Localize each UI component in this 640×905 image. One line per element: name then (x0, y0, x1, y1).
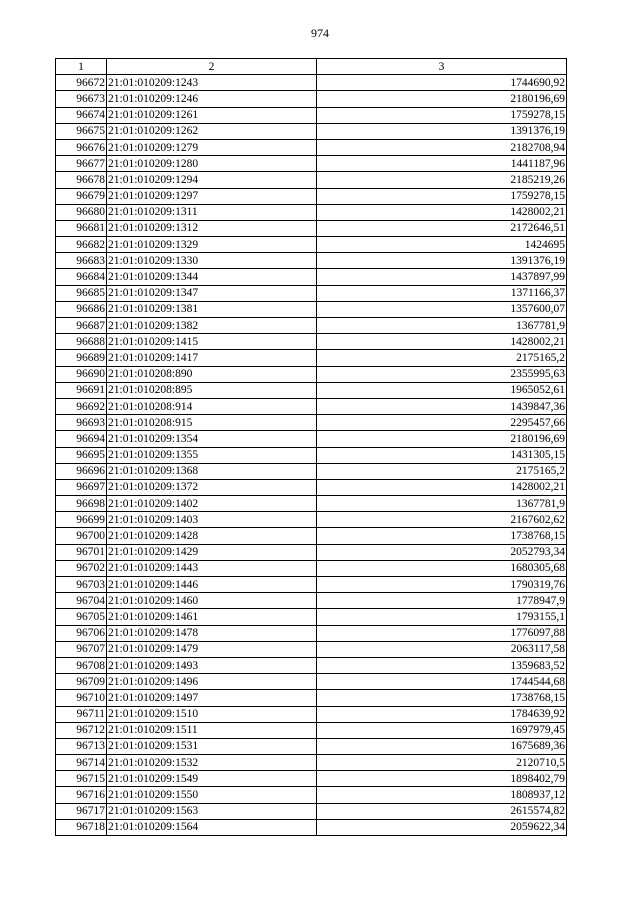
table-row (56, 188, 567, 204)
value-cell: 2167602,62 (317, 512, 567, 528)
row-number-cell: 96683 (56, 253, 107, 269)
cadastral-number-cell: 21:01:010209:1402 (107, 496, 317, 512)
cadastral-number-cell: 21:01:010209:1330 (107, 253, 317, 269)
cadastral-number-cell: 21:01:010208:890 (107, 366, 317, 382)
cadastral-value-table (55, 58, 567, 836)
table-row (56, 91, 567, 107)
cadastral-number-cell: 21:01:010209:1478 (107, 625, 317, 641)
value-cell: 2063117,58 (317, 641, 567, 657)
cadastral-number-cell: 21:01:010209:1403 (107, 512, 317, 528)
row-number-cell: 96692 (56, 398, 107, 414)
row-number-cell: 96690 (56, 366, 107, 382)
row-number-cell: 96678 (56, 172, 107, 188)
value-cell: 2185219,26 (317, 172, 567, 188)
cadastral-number-cell: 21:01:010209:1446 (107, 577, 317, 593)
value-cell: 1790319,76 (317, 577, 567, 593)
table-row (56, 366, 567, 382)
table-row (56, 415, 567, 431)
table-row (56, 706, 567, 722)
value-cell: 1357600,07 (317, 301, 567, 317)
value-cell: 1428002,21 (317, 334, 567, 350)
row-number-cell: 96688 (56, 334, 107, 350)
table-row (56, 560, 567, 576)
cadastral-number-cell: 21:01:010209:1496 (107, 674, 317, 690)
cadastral-number-cell: 21:01:010209:1564 (107, 819, 317, 835)
table-row (56, 253, 567, 269)
cadastral-number-cell: 21:01:010209:1550 (107, 787, 317, 803)
cadastral-number-cell: 21:01:010208:895 (107, 382, 317, 398)
table-row (56, 771, 567, 787)
cadastral-number-cell: 21:01:010209:1354 (107, 431, 317, 447)
cadastral-number-cell: 21:01:010209:1246 (107, 91, 317, 107)
cadastral-number-cell: 21:01:010209:1382 (107, 318, 317, 334)
value-cell: 2355995,63 (317, 366, 567, 382)
cadastral-number-cell: 21:01:010209:1329 (107, 237, 317, 253)
value-cell: 1428002,21 (317, 479, 567, 495)
table-row (56, 382, 567, 398)
row-number-cell: 96708 (56, 657, 107, 673)
value-cell: 2180196,69 (317, 91, 567, 107)
row-number-cell: 96709 (56, 674, 107, 690)
value-cell: 2295457,66 (317, 415, 567, 431)
row-number-cell: 96691 (56, 382, 107, 398)
row-number-cell: 96674 (56, 107, 107, 123)
value-cell: 1439847,36 (317, 398, 567, 414)
cadastral-number-cell: 21:01:010209:1497 (107, 690, 317, 706)
table-row (56, 609, 567, 625)
cadastral-number-cell: 21:01:010209:1479 (107, 641, 317, 657)
row-number-cell: 96673 (56, 91, 107, 107)
table-row (56, 123, 567, 139)
table-row (56, 577, 567, 593)
table-row (56, 334, 567, 350)
cadastral-number-cell: 21:01:010209:1415 (107, 334, 317, 350)
value-cell: 1391376,19 (317, 123, 567, 139)
row-number-cell: 96696 (56, 463, 107, 479)
row-number-cell: 96710 (56, 690, 107, 706)
cadastral-number-cell: 21:01:010209:1532 (107, 755, 317, 771)
cadastral-number-cell: 21:01:010209:1297 (107, 188, 317, 204)
cadastral-number-cell: 21:01:010209:1563 (107, 803, 317, 819)
cadastral-number-cell: 21:01:010208:914 (107, 398, 317, 414)
value-cell: 2120710,5 (317, 755, 567, 771)
table-row (56, 787, 567, 803)
table-row (56, 447, 567, 463)
table-row (56, 285, 567, 301)
row-number-cell: 96684 (56, 269, 107, 285)
cadastral-number-cell: 21:01:010209:1511 (107, 722, 317, 738)
row-number-cell: 96705 (56, 609, 107, 625)
table-row (56, 350, 567, 366)
value-cell: 2175165,2 (317, 463, 567, 479)
row-number-cell: 96686 (56, 301, 107, 317)
value-cell: 1744690,92 (317, 75, 567, 91)
row-number-cell: 96711 (56, 706, 107, 722)
row-number-cell: 96679 (56, 188, 107, 204)
value-cell: 1898402,79 (317, 771, 567, 787)
column-header-2: 2 (107, 59, 317, 75)
cadastral-number-cell: 21:01:010209:1347 (107, 285, 317, 301)
table-row (56, 431, 567, 447)
row-number-cell: 96694 (56, 431, 107, 447)
value-cell: 1680305,68 (317, 560, 567, 576)
cadastral-number-cell: 21:01:010209:1279 (107, 139, 317, 155)
row-number-cell: 96693 (56, 415, 107, 431)
row-number-cell: 96700 (56, 528, 107, 544)
value-cell: 1391376,19 (317, 253, 567, 269)
table-row (56, 172, 567, 188)
value-cell: 2180196,69 (317, 431, 567, 447)
table-row (56, 674, 567, 690)
value-cell: 1778947,9 (317, 593, 567, 609)
value-cell: 1675689,36 (317, 738, 567, 754)
row-number-cell: 96672 (56, 75, 107, 91)
row-number-cell: 96712 (56, 722, 107, 738)
value-cell: 1744544,68 (317, 674, 567, 690)
value-cell: 1808937,12 (317, 787, 567, 803)
row-number-cell: 96713 (56, 738, 107, 754)
value-cell: 1437897,99 (317, 269, 567, 285)
column-header-3: 3 (317, 59, 567, 75)
row-number-cell: 96695 (56, 447, 107, 463)
table-row (56, 156, 567, 172)
row-number-cell: 96703 (56, 577, 107, 593)
value-cell: 1428002,21 (317, 204, 567, 220)
page-number: 974 (311, 26, 329, 40)
cadastral-number-cell: 21:01:010209:1312 (107, 220, 317, 236)
table-header-row (56, 59, 567, 75)
cadastral-number-cell: 21:01:010209:1368 (107, 463, 317, 479)
cadastral-number-cell: 21:01:010209:1460 (107, 593, 317, 609)
value-cell: 1371166,37 (317, 285, 567, 301)
row-number-cell: 96706 (56, 625, 107, 641)
value-cell: 1367781,9 (317, 496, 567, 512)
table-row (56, 641, 567, 657)
value-cell: 1738768,15 (317, 690, 567, 706)
value-cell: 1697979,45 (317, 722, 567, 738)
row-number-cell: 96681 (56, 220, 107, 236)
value-cell: 1759278,15 (317, 188, 567, 204)
table-row (56, 544, 567, 560)
row-number-cell: 96716 (56, 787, 107, 803)
table-row (56, 512, 567, 528)
cadastral-number-cell: 21:01:010209:1372 (107, 479, 317, 495)
table-row (56, 269, 567, 285)
value-cell: 2175165,2 (317, 350, 567, 366)
table-row (56, 107, 567, 123)
value-cell: 2052793,34 (317, 544, 567, 560)
table-row (56, 722, 567, 738)
value-cell: 1776097,88 (317, 625, 567, 641)
cadastral-number-cell: 21:01:010209:1280 (107, 156, 317, 172)
cadastral-number-cell: 21:01:010209:1428 (107, 528, 317, 544)
cadastral-number-cell: 21:01:010209:1381 (107, 301, 317, 317)
cadastral-number-cell: 21:01:010209:1243 (107, 75, 317, 91)
value-cell: 2172646,51 (317, 220, 567, 236)
table-row (56, 301, 567, 317)
row-number-cell: 96680 (56, 204, 107, 220)
row-number-cell: 96718 (56, 819, 107, 835)
row-number-cell: 96687 (56, 318, 107, 334)
row-number-cell: 96675 (56, 123, 107, 139)
cadastral-number-cell: 21:01:010209:1261 (107, 107, 317, 123)
row-number-cell: 96676 (56, 139, 107, 155)
value-cell: 1441187,96 (317, 156, 567, 172)
row-number-cell: 96717 (56, 803, 107, 819)
table-row (56, 657, 567, 673)
row-number-cell: 96682 (56, 237, 107, 253)
row-number-cell: 96707 (56, 641, 107, 657)
column-header-1: 1 (56, 59, 107, 75)
cadastral-number-cell: 21:01:010209:1344 (107, 269, 317, 285)
row-number-cell: 96685 (56, 285, 107, 301)
cadastral-number-cell: 21:01:010209:1510 (107, 706, 317, 722)
table-row (56, 819, 567, 835)
table-row (56, 463, 567, 479)
table-row (56, 738, 567, 754)
value-cell: 1759278,15 (317, 107, 567, 123)
cadastral-number-cell: 21:01:010209:1549 (107, 771, 317, 787)
table-row (56, 625, 567, 641)
value-cell: 1359683,52 (317, 657, 567, 673)
row-number-cell: 96677 (56, 156, 107, 172)
value-cell: 1738768,15 (317, 528, 567, 544)
value-cell: 2059622,34 (317, 819, 567, 835)
table-body (56, 75, 567, 836)
table-row (56, 496, 567, 512)
value-cell: 1965052,61 (317, 382, 567, 398)
cadastral-number-cell: 21:01:010208:915 (107, 415, 317, 431)
row-number-cell: 96704 (56, 593, 107, 609)
value-cell: 1431305,15 (317, 447, 567, 463)
value-cell: 1424695 (317, 237, 567, 253)
cadastral-number-cell: 21:01:010209:1443 (107, 560, 317, 576)
cadastral-number-cell: 21:01:010209:1262 (107, 123, 317, 139)
table-row (56, 318, 567, 334)
cadastral-number-cell: 21:01:010209:1355 (107, 447, 317, 463)
table-row (56, 237, 567, 253)
row-number-cell: 96701 (56, 544, 107, 560)
row-number-cell: 96698 (56, 496, 107, 512)
row-number-cell: 96702 (56, 560, 107, 576)
table-row (56, 398, 567, 414)
table-row (56, 220, 567, 236)
row-number-cell: 96689 (56, 350, 107, 366)
table-row (56, 528, 567, 544)
value-cell: 1367781,9 (317, 318, 567, 334)
value-cell: 1793155,1 (317, 609, 567, 625)
table-row (56, 593, 567, 609)
table-row (56, 75, 567, 91)
row-number-cell: 96699 (56, 512, 107, 528)
table-row (56, 755, 567, 771)
cadastral-number-cell: 21:01:010209:1429 (107, 544, 317, 560)
row-number-cell: 96714 (56, 755, 107, 771)
table-row (56, 479, 567, 495)
cadastral-number-cell: 21:01:010209:1493 (107, 657, 317, 673)
table-row (56, 690, 567, 706)
value-cell: 2615574,82 (317, 803, 567, 819)
cadastral-number-cell: 21:01:010209:1294 (107, 172, 317, 188)
table-row (56, 803, 567, 819)
value-cell: 2182708,94 (317, 139, 567, 155)
cadastral-number-cell: 21:01:010209:1311 (107, 204, 317, 220)
cadastral-number-cell: 21:01:010209:1417 (107, 350, 317, 366)
cadastral-number-cell: 21:01:010209:1531 (107, 738, 317, 754)
row-number-cell: 96697 (56, 479, 107, 495)
row-number-cell: 96715 (56, 771, 107, 787)
value-cell: 1784639,92 (317, 706, 567, 722)
cadastral-number-cell: 21:01:010209:1461 (107, 609, 317, 625)
table-row (56, 139, 567, 155)
table-row (56, 204, 567, 220)
